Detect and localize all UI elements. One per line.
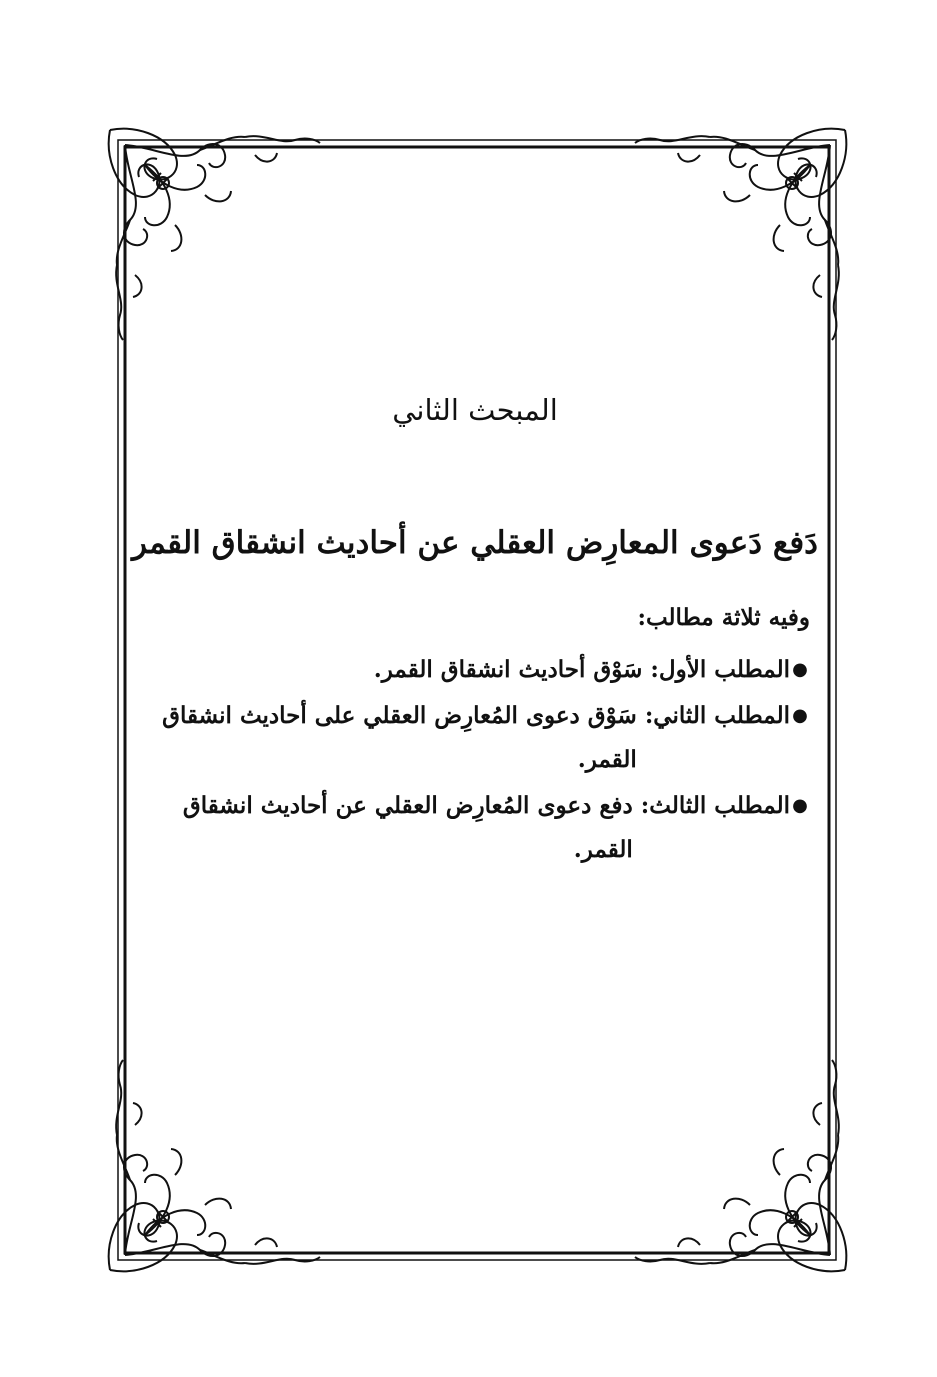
topics-list [140,648,810,874]
corner-ornament-bottom-left-icon [109,1060,320,1271]
topic-label: المطلب الأول: [650,656,790,683]
chapter-title: دَفع دَعوى المعارِض العقلي عن أحاديث انشقاق القمر [132,525,818,561]
corner-ornament-top-left-icon [109,129,320,340]
topic-text: سَوْق دعوى المُعارِض العقلي على أحاديث انشقاق القمر. [162,702,637,773]
list-item [140,648,810,692]
list-item [140,784,810,872]
bullet-icon: ● [792,795,808,816]
intro-line: وفيه ثلاثة مطالب: [637,604,810,631]
topic-label: المطلب الثالث: [640,792,790,819]
bullet-icon: ● [792,659,808,680]
page-content [130,380,820,863]
topic-text: دفع دعوى المُعارِض العقلي عن أحاديث انشقاق القمر. [182,792,633,863]
corner-ornament-bottom-right-icon [635,1060,846,1271]
corner-ornament-top-right-icon [635,129,846,340]
list-item [140,694,810,782]
bullet-icon: ● [792,705,808,726]
topic-text: سَوْق أحاديث انشقاق القمر. [373,656,643,683]
topic-label: المطلب الثاني: [644,702,790,729]
section-heading: المبحث الثاني [392,393,558,427]
